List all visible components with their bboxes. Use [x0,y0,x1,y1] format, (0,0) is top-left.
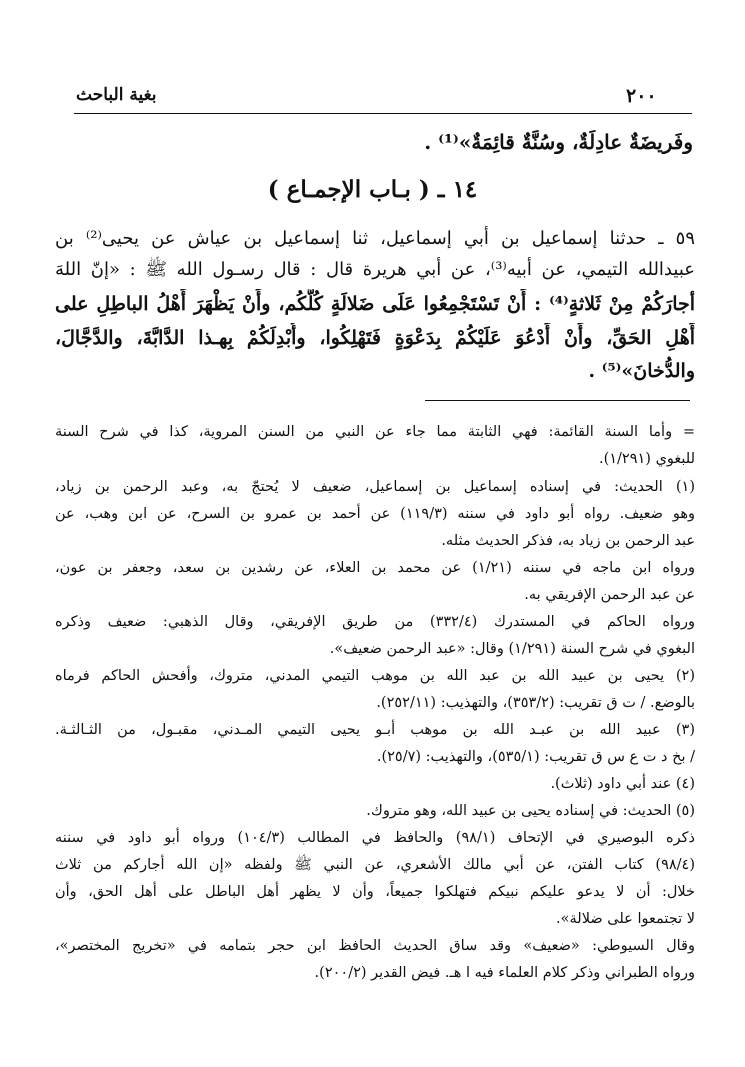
page-number: ٢٠٠ [626,85,657,107]
footnote-line: بالوضع. / ت ق تقريب: (٣٥٣/٢)، والتهذيب: (٢٥٢/١١). [376,695,695,711]
footnote-line: ورواه الحاكم في المستدرك (٣٣٢/٤) من طريق الإفريقي، وقال الذهبي: ضعيف وذكره [55,614,695,630]
footnote-line: ورواه ابن ماجه في سننه (١/٢١) عن محمد بن العلاء، عن رشدين بن سعد، وجعفر بن عون، [55,560,695,576]
hadith-line: عبيدالله التيمي، عن أبيه⁽³⁾، عن أبي هريرة قال : قال رسـول الله ﷺ : «إنّ اللهَ [55,259,695,280]
footnote-separator [425,400,690,401]
continuation-line: وفَريضَةٌ عادِلَةٌ، وسُنَّةٌ قائِمَةٌ»⁽¹⁾ . [424,130,693,154]
footnote-line: خلال: أن لا يدعو عليكم نبيكم فتهلكوا جميعاً، وأن لا يظهر أهل الباطل على أهل الحق، وأن [55,884,695,900]
footnote-line: وهو ضعيف. رواه أبو داود في سننه (١١٩/٣) عن أحمد بن عمرو بن السرح، عن ابن وهب، عن [55,506,695,522]
footnote-line: عبد الرحمن بن زياد به، فذكر الحديث مثله. [441,533,695,549]
hadith-line: ٥٩ ـ حدثنا إسماعيل بن أبي إسماعيل، ثنا إسماعيل بن عياش عن يحيى⁽²⁾ بن [55,228,695,249]
footnote-line: عن عبد الرحمن الإفريقي به. [524,587,695,603]
footnote-line: (٣) عبيد الله بن عبـد الله بن موهب أبـو يحيى التيمي المـدني، مقبـول، من الثـالثـة. [55,722,695,738]
hadith-line: أَهْلِ الحَقِّ، وأَنْ أَدْعُوَ عَلَيْكُمْ بِدَعْوَةٍ فَتَهْلِكُوا، وأُبْدِلَكُمْ بِهـذا الدَّابَّةَ، والدَّجَّالَ، [55,327,695,349]
footnote-line: (٥) الحديث: في إسناده يحيى بن عبيد الله، وهو متروك. [366,803,695,819]
footnote-line: (١) الحديث: في إسناده إسماعيل بن إسماعيل، ضعيف لا يُحتجّ به، وعبد الرحمن بن زياد، [55,479,695,495]
chapter-heading: ١٤ ـ ( بـاب الإجمـاع ) [267,176,478,203]
footnote-line: لا تجتمعوا على ضلالة». [556,911,695,927]
footnote-line: وقال السيوطي: «ضعيف» وقد ساق الحديث الحافظ ابن حجر بتمامه في «تخريج المختصر»، [55,938,695,954]
footnote-line: ذكره البوصيري في الإتحاف (٩٨/١) والحافظ في المطالب (١٠٤/٣) ورواه أبو داود في سننه [55,830,695,846]
footnote-line: للبغوي (١/٢٩١). [598,451,695,467]
footnote-line: البغوي في شرح السنة (١/٢٩١) وقال: «عبد الرحمن ضعيف». [329,641,695,657]
footnote-line: = وأما السنة القائمة: فهي الثابتة مما جاء عن النبي من السنن المروية، كذا في شرح السنة [55,424,695,440]
header-rule [74,113,692,114]
hadith-line: والدُّخانَ»⁽⁵⁾ . [588,360,695,382]
running-header-title: بغية الباحث [76,85,157,105]
footnote-line: / بخ د ت ع س ق تقريب: (٥٣٥/١)، والتهذيب: (٢٥/٧). [376,749,695,765]
footnote-line: (٤) عند أبي داود (ثلاث). [550,776,695,792]
footnote-line: (٩٨/٤) كتاب الفتن، عن أبي مالك الأشعري، عن النبي ﷺ ولفظه «إن الله أجاركم من ثلاث [55,857,695,873]
hadith-line: أجارَكُمْ مِنْ ثَلاثةٍ⁽⁴⁾ : أَنْ تَسْتَجْمِعُوا عَلَى ضَلالَةٍ كُلُّكُم، وأَنْ يَظْهَرَ أَهْلُ الباطِلِ على [55,293,695,315]
footnote-line: (٢) يحيى بن عبيد الله بن عبد الله بن موهب التيمي المدني، متروك، وأفحش الحاكم فرماه [55,668,695,684]
footnote-line: ورواه الطبراني وذكر كلام العلماء فيه ا هـ. فيض القدير (٢٠٠/٢). [314,965,695,981]
